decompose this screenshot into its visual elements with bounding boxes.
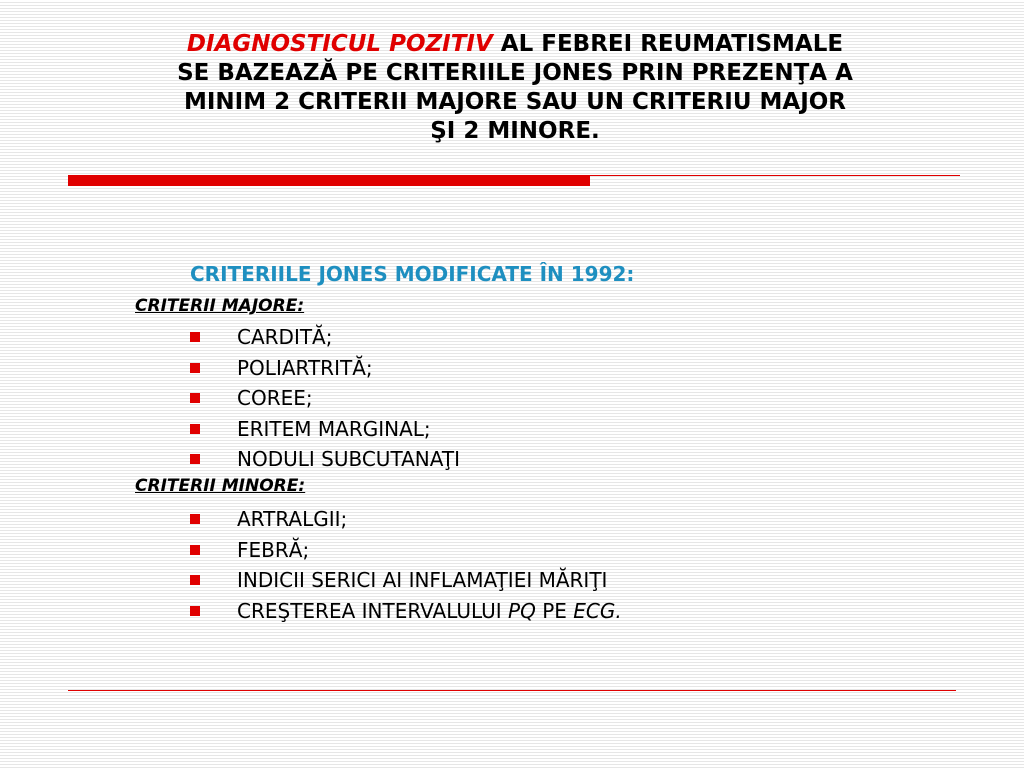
bottom-divider <box>68 690 956 691</box>
list-item-text: ERITEM MARGINAL; <box>237 416 431 441</box>
bullet-icon <box>190 332 200 342</box>
list-item-text: CARDITĂ; <box>237 325 333 349</box>
title-divider-thin <box>590 175 960 176</box>
pe-text: PE <box>542 598 567 623</box>
title-accent: DIAGNOSTICUL POZITIV <box>186 31 493 57</box>
list-item-text: ARTRALGII; <box>237 507 348 531</box>
list-item-text: COREE; <box>237 386 313 410</box>
title-line1-rest: AL FEBREI REUMATISMALE <box>500 31 844 57</box>
subheading: CRITERIILE JONES MODIFICATE ÎN 1992: <box>190 262 635 286</box>
list-item-text: INDICII SERICI AI INFLAMAŢIEI MĂRIŢI <box>237 568 608 592</box>
list-item-text: POLIARTRITĂ; <box>237 355 373 380</box>
bullet-icon <box>190 606 200 616</box>
slide-title <box>72 30 958 146</box>
title-line4: ŞI 2 MINORE. <box>430 118 600 144</box>
title-line2: SE BAZEAZĂ PE CRITERIILE JONES PRIN PREZENŢA A <box>177 60 853 86</box>
pq-prefix-text: CREŞTEREA INTERVALULUI <box>237 598 502 623</box>
list-item-text: FEBRĂ; <box>237 537 310 562</box>
bullet-icon <box>190 393 200 403</box>
title-divider-thick <box>68 175 590 186</box>
pq-term: PQ <box>508 598 536 623</box>
bullet-icon <box>190 575 200 585</box>
bullet-icon <box>190 363 200 373</box>
bullet-icon <box>190 454 200 464</box>
minor-criteria-label: CRITERII MINORE: <box>135 476 306 496</box>
list-item-text: NODULI SUBCUTANAŢI <box>237 447 460 471</box>
major-criteria-label: CRITERII MAJORE: <box>135 296 305 316</box>
bullet-icon <box>190 514 200 524</box>
title-line3: MINIM 2 CRITERII MAJORE SAU UN CRITERIU MAJOR <box>183 89 847 115</box>
list-item-text <box>237 596 622 627</box>
bullet-icon <box>190 545 200 555</box>
ecg-term: ECG. <box>573 598 622 623</box>
bullet-icon <box>190 424 200 434</box>
